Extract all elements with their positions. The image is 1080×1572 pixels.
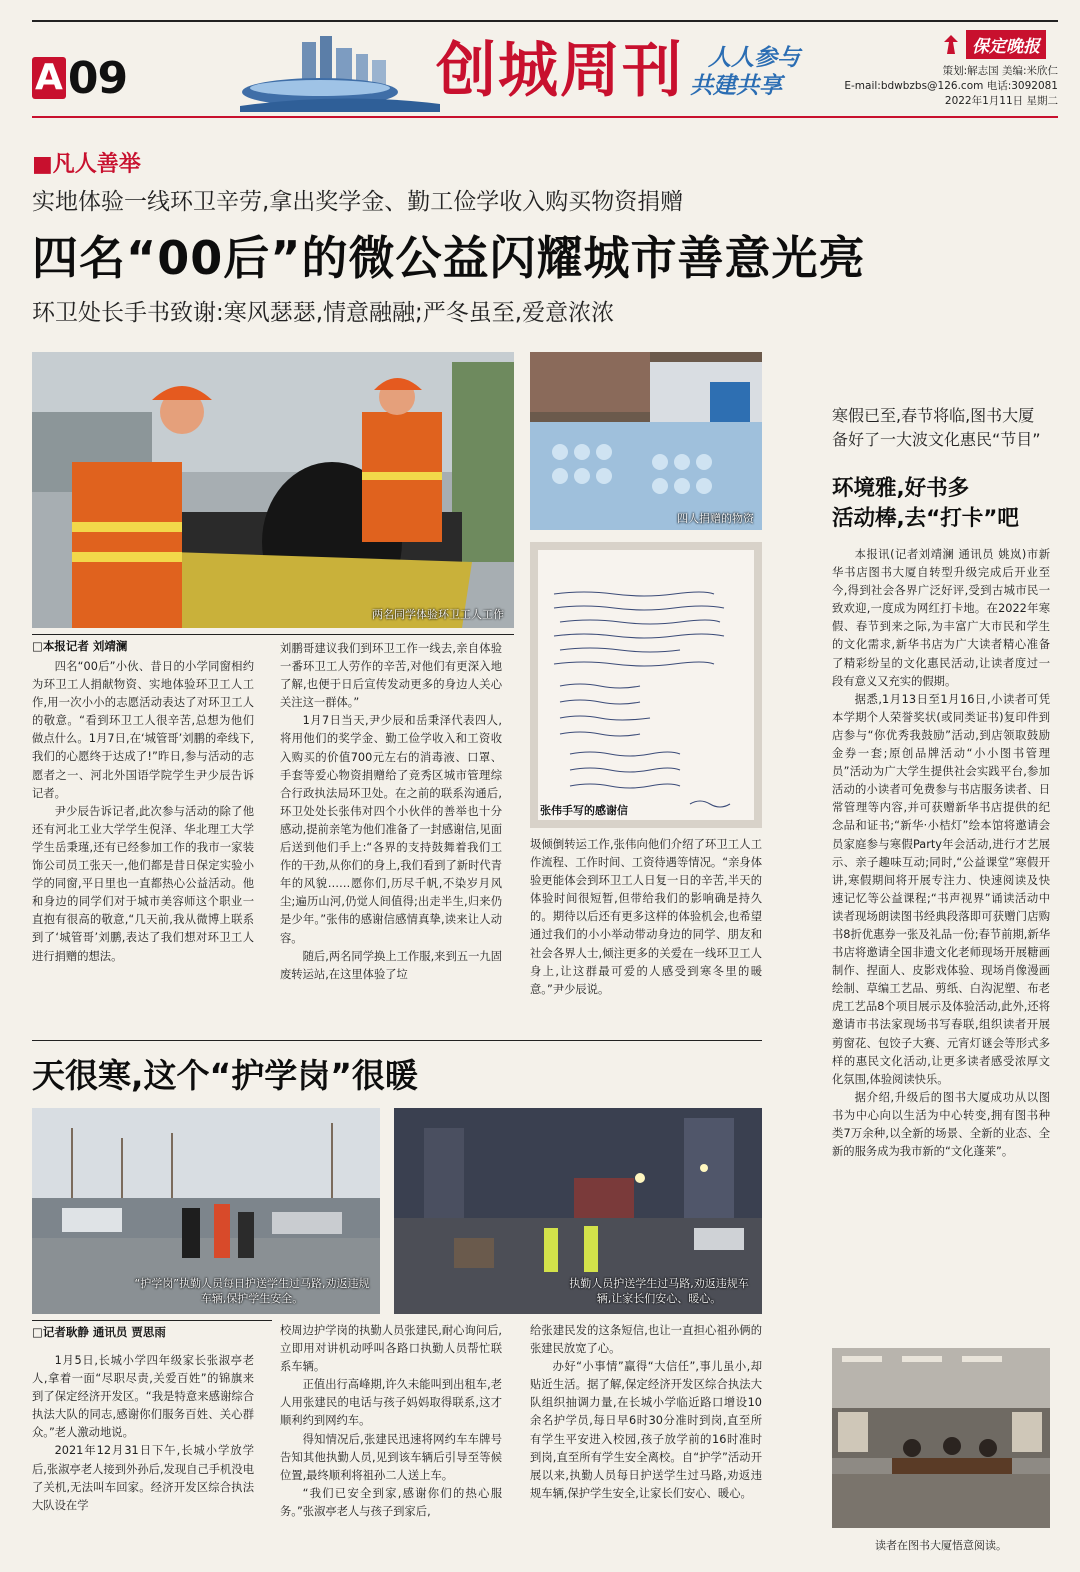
- masthead-slogan: [690, 44, 800, 100]
- story1-column-1: [32, 658, 254, 966]
- masthead-title: 创城周刊: [436, 36, 684, 106]
- photo-donated-goods: [530, 352, 762, 530]
- story1-column-2: [280, 640, 502, 984]
- paper-emblem-icon: [942, 34, 960, 56]
- skyline-illustration: [240, 32, 440, 112]
- section-tag: ■凡人善举: [32, 152, 141, 177]
- caption-goods-photo: 四人捐赠的物资: [677, 512, 754, 525]
- paragraph: 1月7日当天,尹少辰和岳秉泽代表四人,将用他们的奖学金、勤工俭学收入和工资收入购买的价值700元左右的消毒液、口罩、手套等爱心物资捐赠给了竞秀区城市管理综合行政执法局环卫处。在之前的联系沟通后,环卫处处长张伟对四个小伙伴的善举也十分感动,提前亲笔为他们准备了一封感谢信,见面后送到他们手上:“各界的支持鼓舞着我们工作的干劲,从你们的身上,我们看到了新时代青年的风貌……愿你们,历尽千帆,不染岁月风尘;遍历山河,仍觉人间值得;出走半生,归来仍是少年。”张伟的感谢信感情真挚,读来让人动容。: [280, 714, 502, 945]
- story1-byline: □本报记者 刘靖澜: [32, 639, 128, 653]
- paper-logo: [942, 30, 1046, 59]
- paragraph: “我们已安全到家,感谢你们的热心服务。”张淑亭老人与孩子到家后,: [280, 1486, 502, 1518]
- credits: 策划:解志国 美编:米欣仁: [942, 65, 1058, 77]
- story2-column-2: [280, 1322, 502, 1521]
- story2-column-1: [32, 1352, 254, 1515]
- story2-headline: 天很寒,这个“护学岗”很暖: [32, 1056, 418, 1095]
- page-number: [32, 52, 128, 104]
- story2-byline: □记者耿静 通讯员 贾思雨: [32, 1325, 166, 1339]
- masthead-rule: [32, 116, 1058, 118]
- paragraph: 刘鹏哥建议我们到环卫工作一线去,亲自体验一番环卫工人劳作的辛苦,对他们有更深入地了解,也便于日后宣传发动更多的身边人关心关注这一群体。”: [280, 642, 502, 710]
- story1-subhead: 环卫处长手书致谢:寒风瑟瑟,情意融融;严冬虽至,爱意浓浓: [32, 300, 615, 326]
- story2-byline-rule: [32, 1320, 272, 1321]
- story3-headline: [832, 474, 1058, 534]
- paragraph: 得知情况后,张建民迅速将网约车车牌号告知其他执勤人员,见到该车辆后引导至等候位置,最终顺利将祖孙二人送上车。: [280, 1432, 502, 1482]
- story1-column-3: [530, 836, 762, 999]
- story1-headline: 四名“00后”的微公益闪耀城市善意光亮: [32, 231, 866, 285]
- paper-name: 保定晚报: [966, 30, 1046, 59]
- paragraph: 1月5日,长城小学四年级家长张淑亭老人,拿着一面“尽职尽责,关爱百姓”的锦旗来到了保定经济开发区。“我是特意来感谢综合执法大队的同志,感谢你们服务百姓、关心群众。”老人激动地说。: [32, 1354, 254, 1440]
- photo-thank-you-letter: [530, 542, 762, 828]
- photo-crossing-night: [394, 1108, 762, 1314]
- top-rule: [32, 20, 1058, 22]
- story3-body: [832, 546, 1050, 1161]
- story1-kicker: 实地体验一线环卫辛劳,拿出奖学金、勤工俭学收入购买物资捐赠: [32, 189, 684, 215]
- story2-column-3: [530, 1322, 762, 1503]
- story3-headline-line-2: 活动棒,去“打卡”吧: [832, 506, 1019, 531]
- story3-kicker: 寒假已至,春节将临,图书大厦备好了一大波文化惠民“节目”: [832, 406, 1041, 449]
- page-digits: 09: [67, 52, 128, 104]
- paragraph: 据介绍,升级后的图书大厦成功从以图书为中心向以生活为中心转变,拥有图书种类7万余种,以全新的场景、全新的业态、全新的服务成为我市新的“文化蓬莱”。: [832, 1090, 1050, 1159]
- issue-date: 2022年1月11日 星期二: [944, 95, 1058, 107]
- page-letter: A: [32, 57, 66, 99]
- caption-crossing-night: 执勤人员护送学生过马路,劝返违规车辆,让家长们安心、暖心。: [569, 1277, 749, 1305]
- paragraph: 给张建民发的这条短信,也让一直担心祖孙俩的张建民放宽了心。: [530, 1324, 762, 1356]
- paragraph: 2021年12月31日下午,长城小学放学后,张淑亭老人接到外孙后,发现自己手机没电了关机,无法叫车回家。经济开发区综合执法大队设在学: [32, 1444, 254, 1512]
- slogan-line-1: 人人参与: [708, 45, 800, 71]
- masthead-info: [830, 64, 1058, 109]
- paragraph: 办好“小事情”赢得“大信任”,事儿虽小,却贴近生活。据了解,保定经济开发区综合执法大队组织抽调力量,在长城小学临近路口增设10余名护学员,每日早6时30分准时到岗,直至所有学生平安进入校园,孩子放学前的16时准时到岗,直至所有学生安全离校。自“护学”活动开展以来,执勤人员每日护送学生过马路,劝返违规车辆,保护学生安全,让家长们安心、暖心。: [530, 1360, 762, 1500]
- story3-headline-line-1: 环境雅,好书多: [832, 476, 970, 501]
- paragraph: 四名“00后”小伙、昔日的小学同窗相约为环卫工人捐献物资、实地体验环卫工人工作,用一次小小的志愿活动表达了对环卫工人的敬意。“看到环卫工人很辛苦,总想为他们做点什么。1月7日,在‘城管哥’刘鹏的牵线下,我们的心愿终于达成了!”昨日,参与活动的志愿者之一、河北外国语学院学生尹少辰告诉记者。: [32, 660, 254, 800]
- paragraph: 随后,两名同学换上工作服,来到五一九固废转运站,在这里体验了垃: [280, 949, 502, 981]
- caption-letter-photo: 张伟手写的感谢信: [540, 804, 628, 817]
- story1-byline-rule: [32, 634, 514, 635]
- paragraph: 尹少辰告诉记者,此次参与活动的除了他还有河北工业大学学生倪泽、华北理工大学学生岳秉瑾,还有已经参加工作的我市一家装饰公司员工张天一,他们都是昔日保定实验小学的同窗,平日里也一直都热心公益活动。他和身边的同学们对于城市美容师这个职业一直抱有很高的敬意,“几天前,我从微博上联系到了‘城管哥’刘鹏,表达了我们想对环卫工人进行捐赠的想法。: [32, 804, 254, 963]
- photo-bookstore-readers: [832, 1348, 1050, 1528]
- paragraph: 校周边护学岗的执勤人员张建民,耐心询问后,立即用对讲机动呼叫各路口执勤人员帮忙联系车辆。: [280, 1324, 502, 1374]
- paragraph: 圾倾倒转运工作,张伟向他们介绍了环卫工人工作流程、工作时间、工资待遇等情况。“亲身体验更能体会到环卫工人日复一日的辛苦,半天的体验时间很短暂,但带给我们的影响确是持久的。期待以后还有更多这样的体验机会,也希望通过我们的小小举动带动身边的同学、朋友和社会各界人士,倾注更多的关爱在一线环卫工人身上,让这群最可爱的人感受到寒冬里的暖意。”尹少辰说。: [530, 838, 762, 996]
- paragraph: 据悉,1月13日至1月16日,小读者可凭本学期个人荣誉奖状(或同类证书)复印件到店参与“你优秀我鼓励”活动,到店领取鼓励金券一套;原创品牌活动“小小图书管理员”活动为广大学生提供社会实践平台,参加活动的小读者可免费参与书店服务读者、日常管理等内容,并可获赠新华书店提供的纪念品和证书;“新华·小桔灯”绘本馆将邀请会员家庭参与寒假Party年会活动,进行才艺展示、亲子趣味互动;同时,“公益课堂”寒假开讲,寒假期间将开展专注力、快速阅读及快速记忆等公益课程;“书声视界”诵读活动中读者现场朗读图书经典段落即可获赠门店购书8折优惠券一张及礼品一份;春节前期,新华书店将邀请全国非遗文化老师现场开展糖画制作、捏面人、皮影戏体验、现场肖像漫画绘制、草编工艺品、剪纸、白沟泥塑、布老虎工艺品8个项目展示及体验活动,此外,还将邀请市书法家现场书写春联,组织读者开展剪窗花、包饺子大赛、元宵灯谜会等形式多样的惠民文化活动,让更多读者感受浓厚文化氛围,体验阅读快乐。: [832, 692, 1050, 1086]
- contact: E-mail:bdwbzbs@126.com 电话:3092081: [844, 80, 1058, 92]
- photo-sanitation-work: [32, 352, 514, 628]
- paragraph: 本报讯(记者刘靖澜 通讯员 姚岚)市新华书店图书大厦自转型升级完成后开业至今,得到社会各界广泛好评,受到古城市民一致欢迎,一度成为网红打卡地。在2022年寒假、春节到来之际,为丰富广大市民和学生的文化需求,新华书店为广大读者精心准备了精彩纷呈的文化惠民活动,让读者度过一段有意义又充实的假期。: [832, 548, 1050, 688]
- caption-main-photo: 两名同学体验环卫工人工作: [372, 608, 504, 621]
- slogan-line-2: 共建共享: [690, 73, 782, 99]
- caption-bookstore-photo: 读者在图书大厦悟意阅读。: [875, 1539, 1007, 1552]
- paragraph: 正值出行高峰期,许久未能叫到出租车,老人用张建民的电话与孩子妈妈取得联系,这才顺利约到网约车。: [280, 1378, 502, 1428]
- story2-top-rule: [32, 1040, 762, 1041]
- caption-crossing-day: “护学岗”执勤人员每日护送学生过马路,劝返违规车辆,保护学生安全。: [134, 1277, 370, 1305]
- photo-crossing-day: [32, 1108, 380, 1314]
